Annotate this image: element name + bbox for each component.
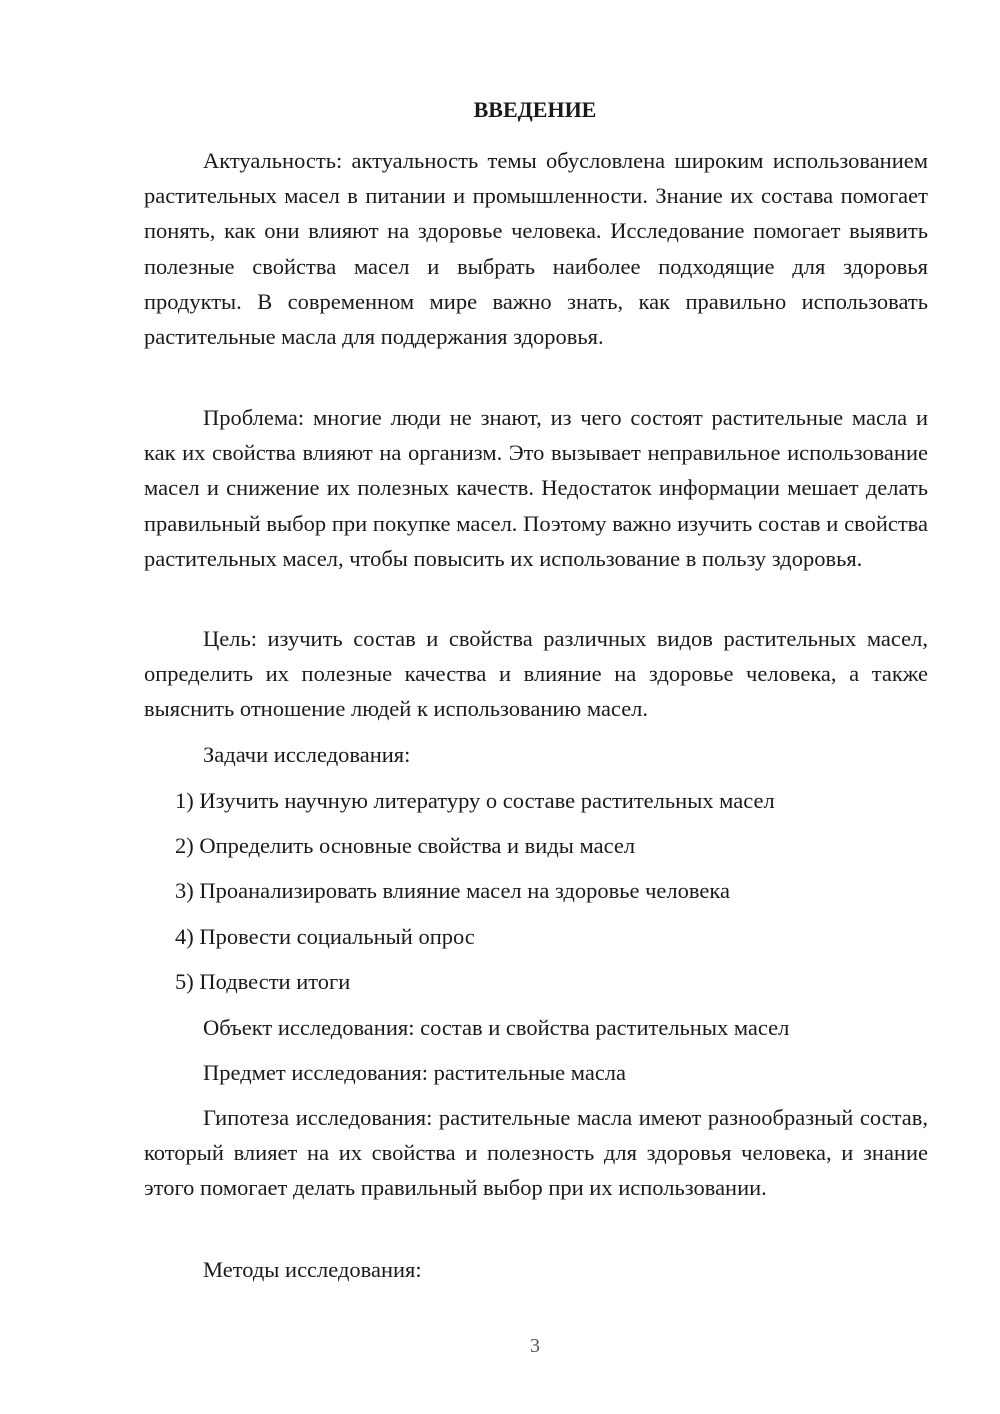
research-subject: Предмет исследования: растительные масла (203, 1060, 627, 1085)
task-item: 4) Провести социальный опрос (175, 924, 475, 949)
task-item: 2) Определить основные свойства и виды масел (175, 833, 636, 858)
section-title: ВВЕДЕНИЕ (473, 97, 597, 122)
task-item: 5) Подвести итоги (175, 969, 351, 994)
tasks-heading: Задачи исследования: (203, 742, 411, 767)
research-object: Объект исследования: состав и свойства растительных масел (203, 1015, 790, 1040)
goal-paragraph: Цель: изучить состав и свойства различных видов растительных масел, определить их полезные качества и влияние на здоровье человека, а также выяснить отношение людей к использованию масел. (144, 626, 928, 722)
task-item: 3) Проанализировать влияние масел на здоровье человека (175, 878, 730, 903)
problem-paragraph: Проблема: многие люди не знают, из чего состоят растительные масла и как их свойства влияют на организм. Это вызывает неправильное использование масел и снижение их полезных качеств. Недостаток информации мешает делать правильный выбор при покупке масел. Поэтому важно изучить состав и свойства растительных масел, чтобы повысить их использование в пользу здоровья. (144, 405, 928, 571)
hypothesis-paragraph: Гипотеза исследования: растительные масла имеют разнообразный состав, который влияет на их свойства и полезность для здоровья человека, и знание этого помогает делать правильный выбор при их использовании. (144, 1105, 928, 1201)
page-number: 3 (530, 1335, 540, 1357)
relevance-paragraph: Актуальность: актуальность темы обусловлена широким использованием растительных масел в питании и промышленности. Знание их состава помогает понять, как они влияют на здоровье человека. Исследование помогает выявить полезные свойства масел и выбрать наиболее подходящие для здоровья продукты. В современном мире важно знать, как правильно использовать растительные масла для поддержания здоровья. (144, 148, 928, 350)
task-item: 1) Изучить научную литературу о составе растительных масел (175, 788, 775, 813)
methods-heading: Методы исследования: (203, 1257, 422, 1282)
